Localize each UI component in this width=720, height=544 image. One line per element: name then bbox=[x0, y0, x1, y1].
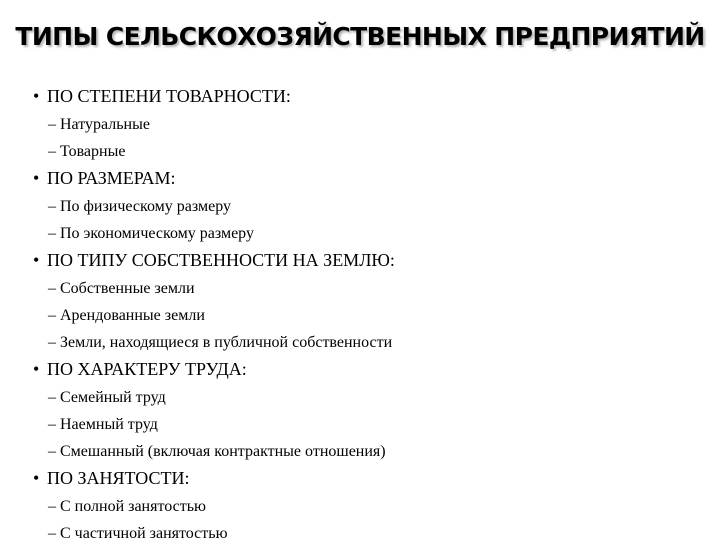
section-heading-text: ПО РАЗМЕРАМ: bbox=[47, 168, 176, 188]
bullet-icon: • bbox=[33, 468, 40, 488]
list-item-text: Смешанный (включая контрактные отношения) bbox=[60, 443, 386, 460]
section-heading-text: ПО ЗАНЯТОСТИ: bbox=[47, 468, 190, 488]
dash-icon: – bbox=[48, 143, 56, 160]
list-item-text: Земли, находящиеся в публичной собственности bbox=[60, 334, 393, 351]
bullet-icon: • bbox=[33, 359, 40, 379]
bullet-icon: • bbox=[33, 250, 40, 270]
bullet-icon: • bbox=[33, 168, 40, 188]
list-item-text: Семейный труд bbox=[60, 389, 166, 406]
section-heading-text: ПО ТИПУ СОБСТВЕННОСТИ НА ЗЕМЛЮ: bbox=[47, 250, 395, 270]
dash-icon: – bbox=[48, 334, 56, 351]
list-item bbox=[33, 196, 703, 217]
list-item-text: Товарные bbox=[60, 143, 126, 160]
dash-icon: – bbox=[48, 307, 56, 324]
list-item-text: Собственные земли bbox=[60, 280, 195, 297]
dash-icon: – bbox=[48, 280, 56, 297]
list-item-text: По экономическому размеру bbox=[60, 225, 254, 242]
list-item-text: С полной занятостью bbox=[60, 498, 206, 515]
list-item bbox=[33, 223, 703, 244]
list-item bbox=[33, 414, 703, 435]
section-heading bbox=[33, 167, 703, 190]
dash-icon: – bbox=[48, 389, 56, 406]
bullet-icon: • bbox=[33, 86, 40, 106]
section-heading-text: ПО ХАРАКТЕРУ ТРУДА: bbox=[47, 359, 247, 379]
dash-icon: – bbox=[48, 198, 56, 215]
list-item-text: Натуральные bbox=[60, 116, 150, 133]
list-item-text: Наемный труд bbox=[60, 416, 158, 433]
list-item-text: С частичной занятостью bbox=[60, 525, 228, 542]
section-heading bbox=[33, 467, 703, 490]
dash-icon: – bbox=[48, 116, 56, 133]
list-item bbox=[33, 496, 703, 517]
slide-content bbox=[33, 85, 703, 544]
list-item bbox=[33, 387, 703, 408]
list-item-text: По физическому размеру bbox=[60, 198, 232, 215]
list-item bbox=[33, 305, 703, 326]
list-item bbox=[33, 278, 703, 299]
dash-icon: – bbox=[48, 416, 56, 433]
list-item bbox=[33, 141, 703, 162]
dash-icon: – bbox=[48, 443, 56, 460]
section-heading bbox=[33, 358, 703, 381]
list-item bbox=[33, 114, 703, 135]
section-heading bbox=[33, 249, 703, 272]
list-item bbox=[33, 441, 703, 462]
section-heading-text: ПО СТЕПЕНИ ТОВАРНОСТИ: bbox=[47, 86, 291, 106]
list-item-text: Арендованные земли bbox=[60, 307, 205, 324]
dash-icon: – bbox=[48, 225, 56, 242]
dash-icon: – bbox=[48, 525, 56, 542]
dash-icon: – bbox=[48, 498, 56, 515]
slide-title: ТИПЫ СЕЛЬСКОХОЗЯЙСТВЕННЫХ ПРЕДПРИЯТИЙ bbox=[15, 22, 705, 51]
section-heading bbox=[33, 85, 703, 108]
list-item bbox=[33, 332, 703, 353]
list-item bbox=[33, 523, 703, 544]
